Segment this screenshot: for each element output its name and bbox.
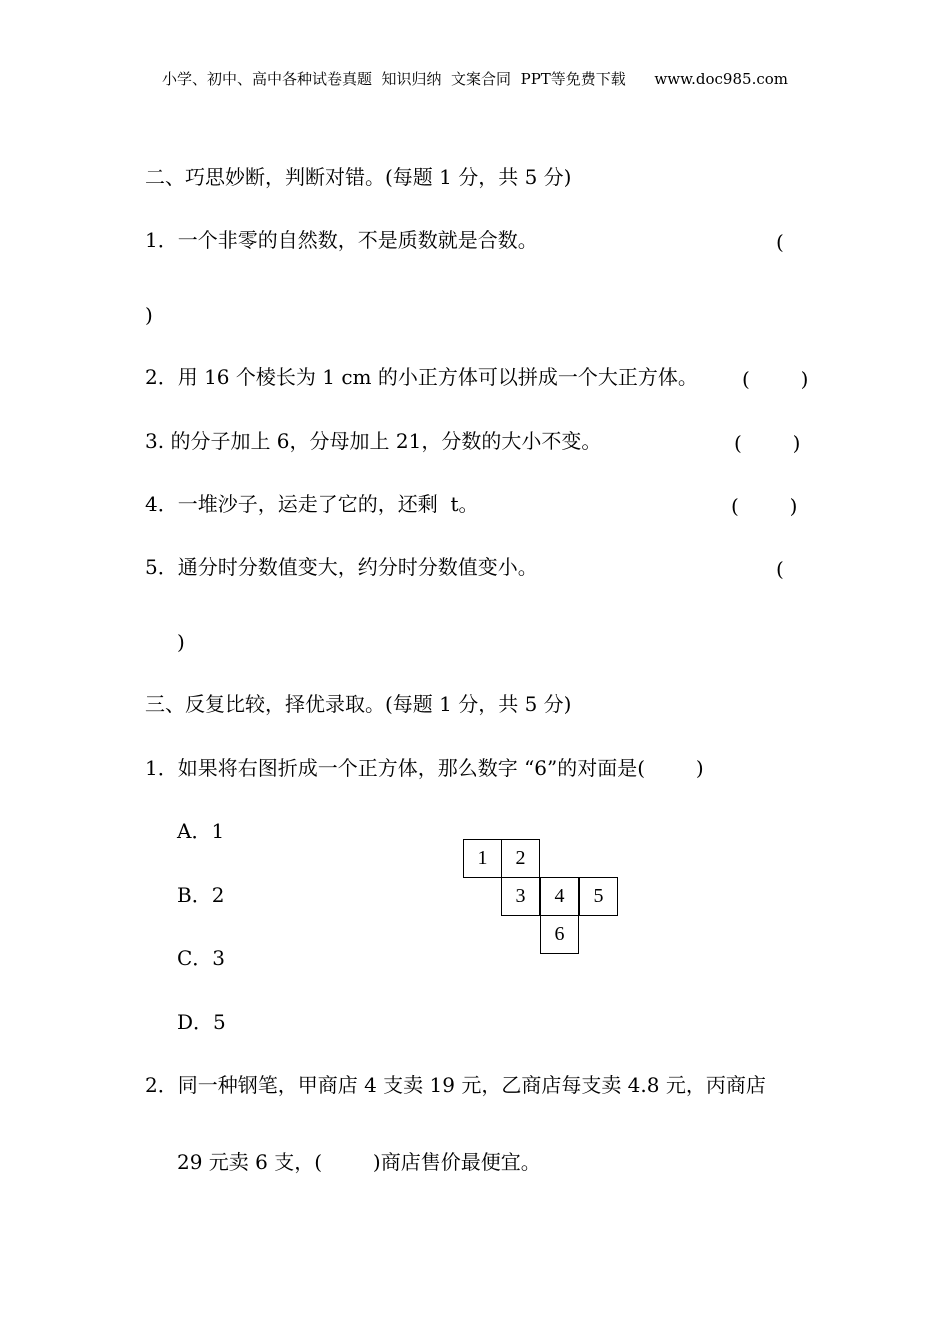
- net-cell-1: 1: [463, 839, 502, 878]
- section3-q1-text: 1．如果将右图折成一个正方体，那么数字 “6”的对面是( ): [145, 756, 704, 780]
- section2-q3-answer-blank[interactable]: ( ): [734, 431, 801, 455]
- section2-q4-text: 4．一堆沙子，运走了它的，还剩 t。: [145, 492, 479, 516]
- option-d[interactable]: D．5: [177, 1010, 226, 1034]
- section2-q5-text: 5．通分时分数值变大，约分时分数值变小。: [145, 555, 538, 579]
- section2-q4-answer-blank[interactable]: ( ): [731, 494, 798, 518]
- section3-q2-line2: 29 元卖 6 支，( )商店售价最便宜。: [177, 1150, 541, 1174]
- section3-q2-line1: 2．同一种钢笔，甲商店 4 支卖 19 元，乙商店每支卖 4.8 元，丙商店: [145, 1073, 766, 1097]
- net-cell-3: 3: [501, 877, 540, 916]
- option-a[interactable]: A．1: [177, 819, 225, 843]
- page-header: 小学、初中、高中各种试卷真题 知识归纳 文案合同 PPT等免费下载 www.doc985.com: [161, 70, 788, 88]
- section2-title: 二、巧思妙断，判断对错。(每题 1 分，共 5 分): [145, 165, 572, 189]
- section2-q1-close-paren: ): [145, 303, 153, 327]
- net-cell-6: 6: [540, 915, 579, 954]
- option-b[interactable]: B．2: [177, 883, 225, 907]
- section2-q1-text: 1．一个非零的自然数，不是质数就是合数。: [145, 228, 538, 252]
- section3-title: 三、反复比较，择优录取。(每题 1 分，共 5 分): [145, 692, 572, 716]
- net-cell-5: 5: [579, 877, 618, 916]
- section2-q3-text: 3. 的分子加上 6，分母加上 21，分数的大小不变。: [145, 429, 602, 453]
- cube-net-diagram: [462, 838, 622, 958]
- section2-q5-close-paren: ): [177, 630, 185, 654]
- section2-q2-text: 2．用 16 个棱长为 1 cm 的小正方体可以拼成一个大正方体。: [145, 365, 698, 389]
- section2-q1-open-paren: (: [776, 230, 784, 254]
- section2-q5-open-paren: (: [776, 557, 784, 581]
- net-cell-2: 2: [501, 839, 540, 878]
- option-c[interactable]: C．3: [177, 946, 226, 970]
- section2-q2-answer-blank[interactable]: ( ): [742, 367, 809, 391]
- net-cell-4: 4: [540, 877, 579, 916]
